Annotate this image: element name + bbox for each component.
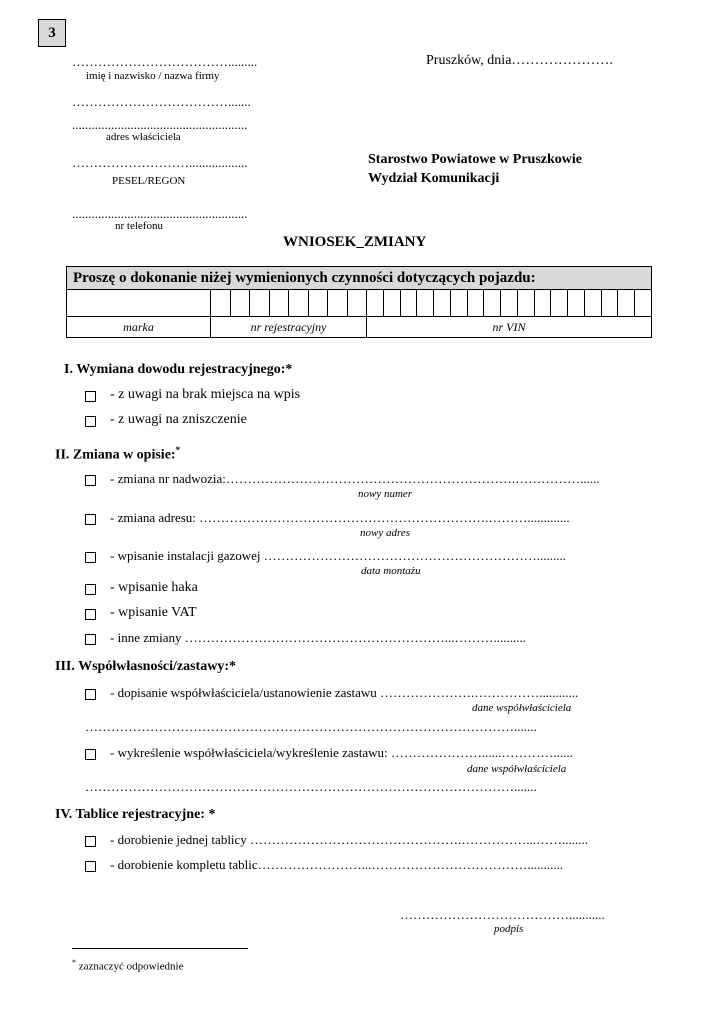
checkbox-instalacja-gazowa[interactable] (85, 552, 96, 563)
signature-line[interactable]: …………………………………........... (400, 907, 605, 922)
item-hak: - wpisanie haka (110, 580, 198, 595)
section-1-heading-text: I. Wymiana dowodu rejestracyjnego:* (64, 362, 293, 377)
section-4-heading: IV. Tablice rejestracyjne: * (55, 807, 216, 822)
applicant-name-label: imię i nazwisko / nazwa firmy (86, 70, 220, 82)
nr-rejestracyjny-label: nr rejestracyjny (211, 317, 367, 338)
marka-label: marka (67, 317, 211, 338)
footnote-divider (72, 948, 248, 949)
item-wykreslenie: - wykreślenie współwłaściciela/wykreślenie zastawu: …………………......…………...... (110, 745, 573, 760)
applicant-address-label: adres właściciela (106, 131, 181, 143)
recipient-department: Wydział Komunikacji (368, 171, 500, 186)
marka-cell[interactable] (67, 290, 211, 317)
vin-cells[interactable] (367, 290, 652, 317)
checkbox-jedna-tablica[interactable] (85, 836, 96, 847)
section-3-heading: III. Współwłasności/zastawy:* (55, 659, 236, 674)
checkbox-hak[interactable] (85, 584, 96, 595)
hint-nowy-adres: nowy adres (360, 527, 411, 539)
checkbox-wykreslenie[interactable] (85, 749, 96, 760)
recipient-office: Starostwo Powiatowe w Pruszkowie (368, 152, 582, 167)
hint-data-montazu: data montażu (361, 565, 421, 577)
checkbox-vat[interactable] (85, 609, 96, 620)
vehicle-table (66, 266, 652, 338)
nr-rejestracyjny-cells[interactable] (211, 290, 367, 317)
applicant-name-line-2: ………………………………....... (72, 94, 251, 109)
checkbox-nr-nadwozia[interactable] (85, 475, 96, 486)
applicant-name-line: ………………………………......... (72, 54, 258, 69)
item-inne-zmiany: - inne zmiany ……………………………………………………...……….......... (110, 630, 526, 645)
applicant-pesel-line: ……………………….................. (72, 155, 248, 170)
checkbox-inne-zmiany[interactable] (85, 634, 96, 645)
vin-label: nr VIN (367, 317, 652, 338)
section-2-heading (55, 445, 180, 464)
signature-label: podpis (494, 923, 524, 935)
hint-dane-wspolwlasciciela-2: dane współwłaściciela (467, 763, 567, 775)
item-dopisanie: - dopisanie współwłaściciela/ustanowienie zastawu ………………….……………............ (110, 685, 579, 700)
line-dopisanie: ………………………………………………………………………………………....... (85, 719, 537, 734)
hint-nowy-numer: nowy numer (358, 488, 413, 500)
footnote-text: zaznaczyć odpowiednie (76, 960, 184, 973)
hint-dane-wspolwlasciciela-1: dane współwłaściciela (472, 702, 572, 714)
section-2-heading-text: II. Zmiana w opisie: (55, 447, 176, 463)
checkbox-zmiana-adresu[interactable] (85, 514, 96, 525)
section-1-heading (64, 362, 292, 378)
item-jedna-tablica: - dorobienie jednej tablicy ………………………………………….……………...……........ (110, 832, 589, 847)
item-vat: - wpisanie VAT (110, 605, 197, 620)
place-date: Pruszków, dnia…………………. (426, 53, 613, 68)
item-komplet-tablic: - dorobienie kompletu tablic……………………...………………………………........... (110, 857, 564, 872)
footnote (72, 958, 184, 973)
applicant-address-line: ...................................................... (72, 117, 248, 132)
item-brak-miejsca: - z uwagi na brak miejsca na wpis (110, 387, 301, 402)
checkbox-brak-miejsca[interactable] (85, 391, 96, 402)
section-2-heading-mark: * (175, 445, 181, 455)
applicant-phone-label: nr telefonu (115, 220, 163, 232)
page-number-box: 3 (38, 19, 66, 47)
item-instalacja-gazowa: - wpisanie instalacji gazowej ………………………………………………………......... (110, 548, 567, 563)
document-title: WNIOSEK_ZMIANY (283, 234, 427, 250)
item-nr-nadwozia: - zmiana nr nadwozia:………………………………………………………….……………...... (110, 471, 600, 486)
checkbox-dopisanie[interactable] (85, 689, 96, 700)
footnote-mark: * (72, 958, 76, 967)
vehicle-table-header: Proszę o dokonanie niżej wymienionych czynności dotyczących pojazdu: (67, 267, 652, 290)
item-zniszczenie: - z uwagi na zniszczenie (110, 412, 247, 427)
applicant-phone-line: ...................................................... (72, 206, 248, 221)
line-wykreslenie: ………………………………………………………………………………………....... (85, 779, 537, 794)
checkbox-komplet-tablic[interactable] (85, 861, 96, 872)
checkbox-zniszczenie[interactable] (85, 416, 96, 427)
applicant-pesel-label: PESEL/REGON (112, 175, 186, 187)
item-zmiana-adresu: - zmiana adresu: ………………………………………………………….………............. (110, 510, 570, 525)
